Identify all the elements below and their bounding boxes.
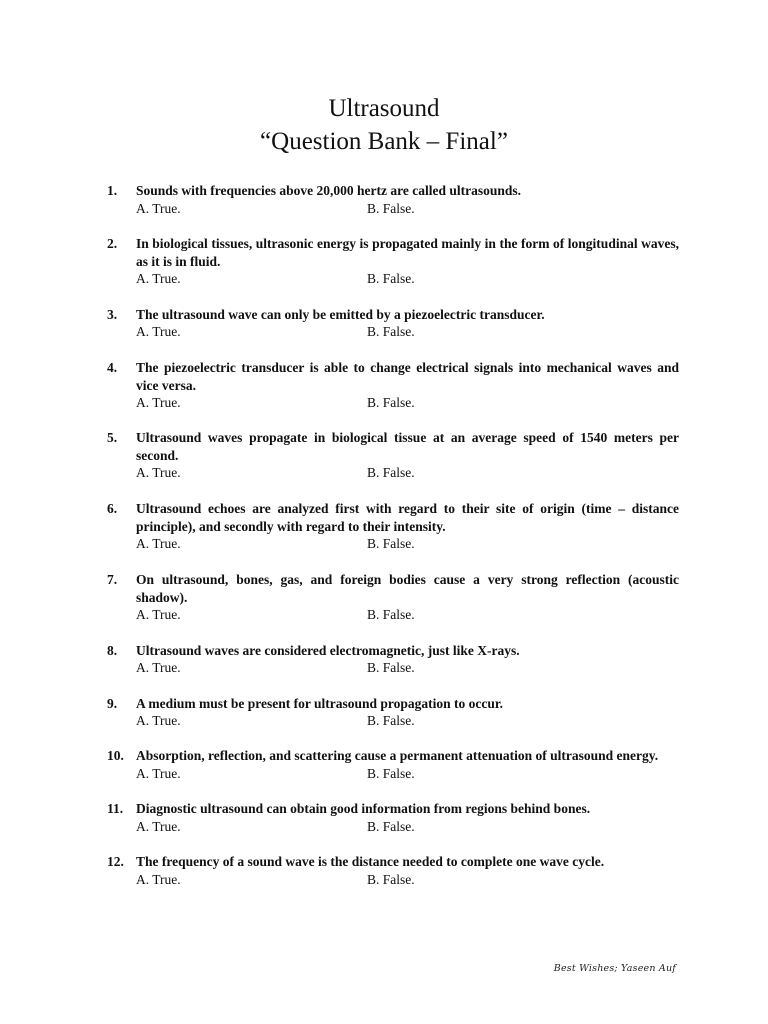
question-number: 3. <box>107 307 118 322</box>
option-b: B. False. <box>367 271 415 286</box>
question-text: Diagnostic ultrasound can obtain good information from regions behind bones. <box>136 801 591 816</box>
option-a: A. True. <box>136 395 181 410</box>
option-b: B. False. <box>367 660 415 675</box>
option-b: B. False. <box>367 872 415 887</box>
option-a: A. True. <box>136 536 181 551</box>
question-number: 1. <box>107 183 118 198</box>
option-b: B. False. <box>367 713 415 728</box>
question-text: Absorption, reflection, and scattering cause a permanent attenuation of ultrasound energy. <box>136 748 659 763</box>
question-text: Ultrasound waves propagate in biological tissue at an average speed of 1540 meters per second. <box>136 430 679 463</box>
option-a: A. True. <box>136 713 181 728</box>
question-text: The piezoelectric transducer is able to change electrical signals into mechanical waves and vice versa. <box>136 360 679 393</box>
question-number: 2. <box>107 236 118 251</box>
option-b: B. False. <box>367 395 415 410</box>
footer-signature: Best Wishes; Yaseen Auf <box>553 963 676 974</box>
option-b: B. False. <box>367 766 415 781</box>
option-b: B. False. <box>367 324 415 339</box>
question-text: The frequency of a sound wave is the distance needed to complete one wave cycle. <box>136 854 605 869</box>
option-a: A. True. <box>136 324 181 339</box>
page-title: Ultrasound <box>328 95 440 122</box>
question-number: 7. <box>107 572 118 587</box>
question-number: 4. <box>107 360 118 375</box>
question-number: 12. <box>107 854 124 869</box>
question-text: Ultrasound waves are considered electromagnetic, just like X-rays. <box>136 643 520 658</box>
question-text: Ultrasound echoes are analyzed first with regard to their site of origin (time – distance principle), and secondly with regard to their intensity. <box>136 501 679 534</box>
question-number: 9. <box>107 696 118 711</box>
question-text: In biological tissues, ultrasonic energy is propagated mainly in the form of longitudinal waves, as it is in fluid. <box>136 236 679 269</box>
question-number: 6. <box>107 501 118 516</box>
page-subtitle: “Question Bank – Final” <box>260 128 508 155</box>
question-number: 8. <box>107 643 118 658</box>
question-text: A medium must be present for ultrasound propagation to occur. <box>136 696 504 711</box>
question-text: Sounds with frequencies above 20,000 hertz are called ultrasounds. <box>136 183 522 198</box>
option-a: A. True. <box>136 766 181 781</box>
option-a: A. True. <box>136 465 181 480</box>
option-a: A. True. <box>136 271 181 286</box>
option-a: A. True. <box>136 660 181 675</box>
option-b: B. False. <box>367 819 415 834</box>
option-a: A. True. <box>136 819 181 834</box>
question-number: 5. <box>107 430 118 445</box>
option-b: B. False. <box>367 607 415 622</box>
option-b: B. False. <box>367 536 415 551</box>
option-a: A. True. <box>136 607 181 622</box>
option-a: A. True. <box>136 201 181 216</box>
option-a: A. True. <box>136 872 181 887</box>
option-b: B. False. <box>367 201 415 216</box>
question-number: 10. <box>107 748 124 763</box>
question-number: 11. <box>107 801 124 816</box>
option-b: B. False. <box>367 465 415 480</box>
question-text: On ultrasound, bones, gas, and foreign bodies cause a very strong reflection (acoustic shadow). <box>136 572 679 605</box>
question-text: The ultrasound wave can only be emitted by a piezoelectric transducer. <box>136 307 545 322</box>
